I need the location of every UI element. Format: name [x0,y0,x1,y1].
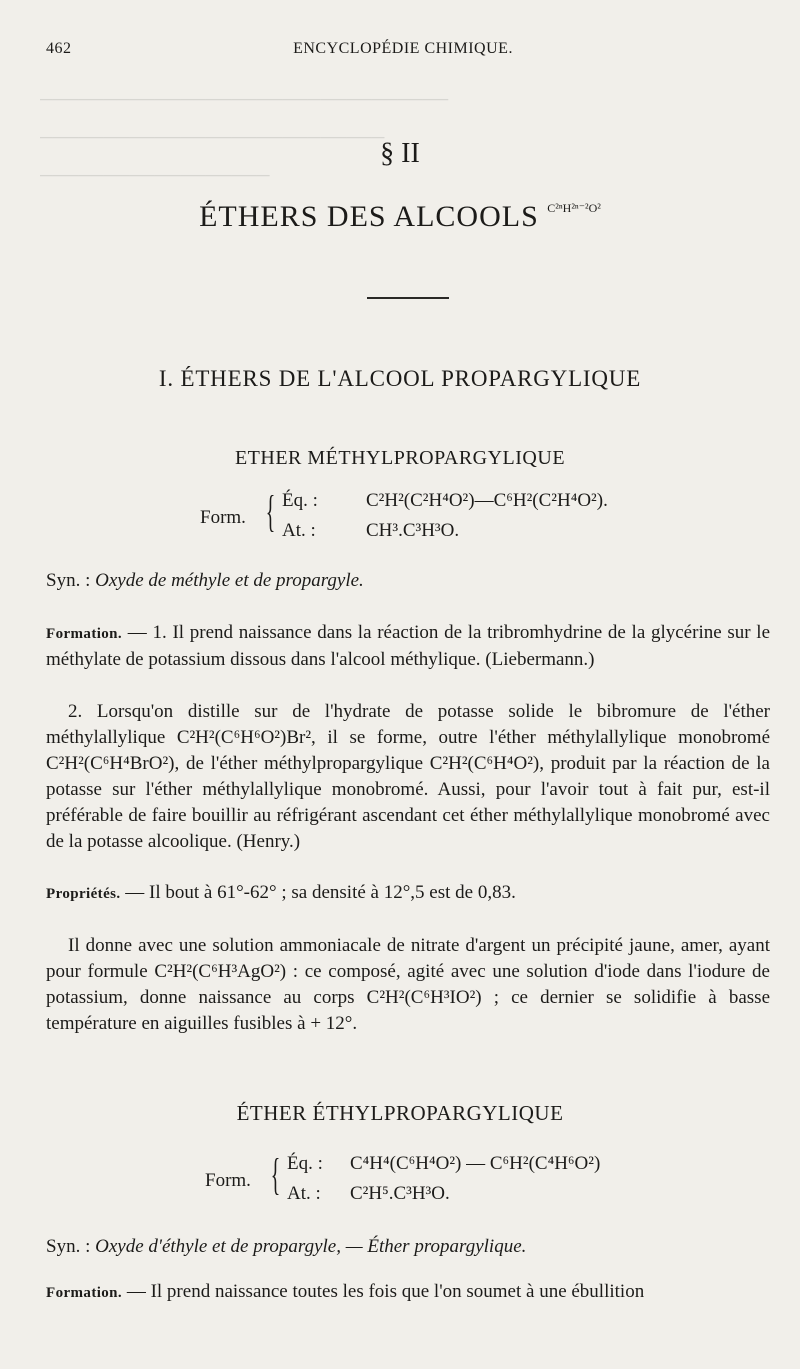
title-divider [367,297,449,299]
brace: { [270,1150,281,1199]
at-formula: CH³.C³H³O. [366,520,460,541]
eq-label: Éq. : [282,490,318,511]
formation-text: — 1. Il prend naissance dans la réaction de la tribromhydrine de la glycérine sur le méthylate de potassium dissous dans l'alcool méthylique. (Liebermann.) [46,622,771,670]
ether1-title: ETHER MÉTHYLPROPARGYLIQUE [234,447,566,469]
formation-label: Formation. [46,1285,123,1301]
ether1-properties [46,880,770,907]
properties-2-text: Il donne avec une solution ammoniacale de nitrate d'argent un précipité jaune, amer, ayant pour formule C²H²(C⁶H³AgO²) : ce composé, agité avec une solution d'iode dans l'iodure de potassium, donne naissance au corps C²H²(C⁶H³IO²) ; ce dernier se solidifie à basse température en aiguilles fusibles à + 12°. [46,935,770,1034]
main-title-formula: C²ⁿH²ⁿ⁻²O² [547,201,601,215]
form-label: Form. [205,1170,251,1191]
page-number: 462 [46,40,72,57]
syn-text: Oxyde de méthyle et de propargyle. [95,570,364,591]
at-formula: C²H⁵.C³H³O. [350,1183,450,1204]
ether1-formation [46,620,770,673]
formation-2-text: 2. Lorsqu'on distille sur de l'hydrate de potasse solide le bibromure de l'éther méthylallylique C²H²(C⁶H⁶O²)Br², il se forme, outre l'éther méthylallylique monobromé C²H²(C⁶H⁴BrO²), de l'éther méthylpropargylique C²H²(C⁶H⁴O²), produit par la réaction de la potasse sur l'éther méthylallylique monobromé. Aussi, pour l'avoir tout à fait pur, est-il préférable de faire bouillir au réfrigérant ascendant cet éther méthylallylique monobromé avec de la potasse alcoolique. (Henry.) [46,701,770,852]
main-title [0,200,800,234]
syn-label: Syn. : [46,570,91,591]
running-title: ENCYCLOPÉDIE CHIMIQUE. [293,40,513,57]
syn-text: Oxyde d'éthyle et de propargyle, — Éther propargylique. [95,1236,527,1257]
at-label: At. : [282,520,316,541]
eq-formula: C⁴H⁴(C⁶H⁴O²) — C⁶H²(C⁴H⁶O²) [350,1153,601,1174]
syn-label: Syn. : [46,1236,91,1257]
subsection-title: I. ÉTHERS DE L'ALCOOL PROPARGYLIQUE [158,366,642,391]
ether2-title: ÉTHER ÉTHYLPROPARGYLIQUE [236,1101,564,1125]
ether1-properties-2 [46,933,770,1037]
ether1-synonym [46,568,770,594]
main-title-text: ÉTHERS DES ALCOOLS [199,200,539,233]
ether1-formation-2 [46,699,770,855]
brace: { [265,487,276,536]
properties-text: — Il bout à 61°-62° ; sa densité à 12°,5 est de 0,83. [125,882,516,903]
at-label: At. : [287,1183,321,1204]
ether2-synonym [46,1234,770,1260]
section-mark: § II [380,138,420,169]
eq-label: Éq. : [287,1153,323,1174]
formation-label: Formation. [46,626,123,642]
properties-label: Propriétés. [46,886,121,902]
ether2-formula-block [205,1150,665,1213]
form-label: Form. [200,507,246,528]
eq-formula: C²H²(C²H⁴O²)—C⁶H²(C²H⁴O²). [366,490,608,511]
formation-text: — Il prend naissance toutes les fois que l'on soumet à une ébullition [126,1281,645,1302]
ether1-formula-block [200,487,660,550]
ether2-formation [46,1279,770,1306]
bleed-through-text: ──────────────────────────────── ─────────────────────────── ────────────────── [40,89,449,185]
